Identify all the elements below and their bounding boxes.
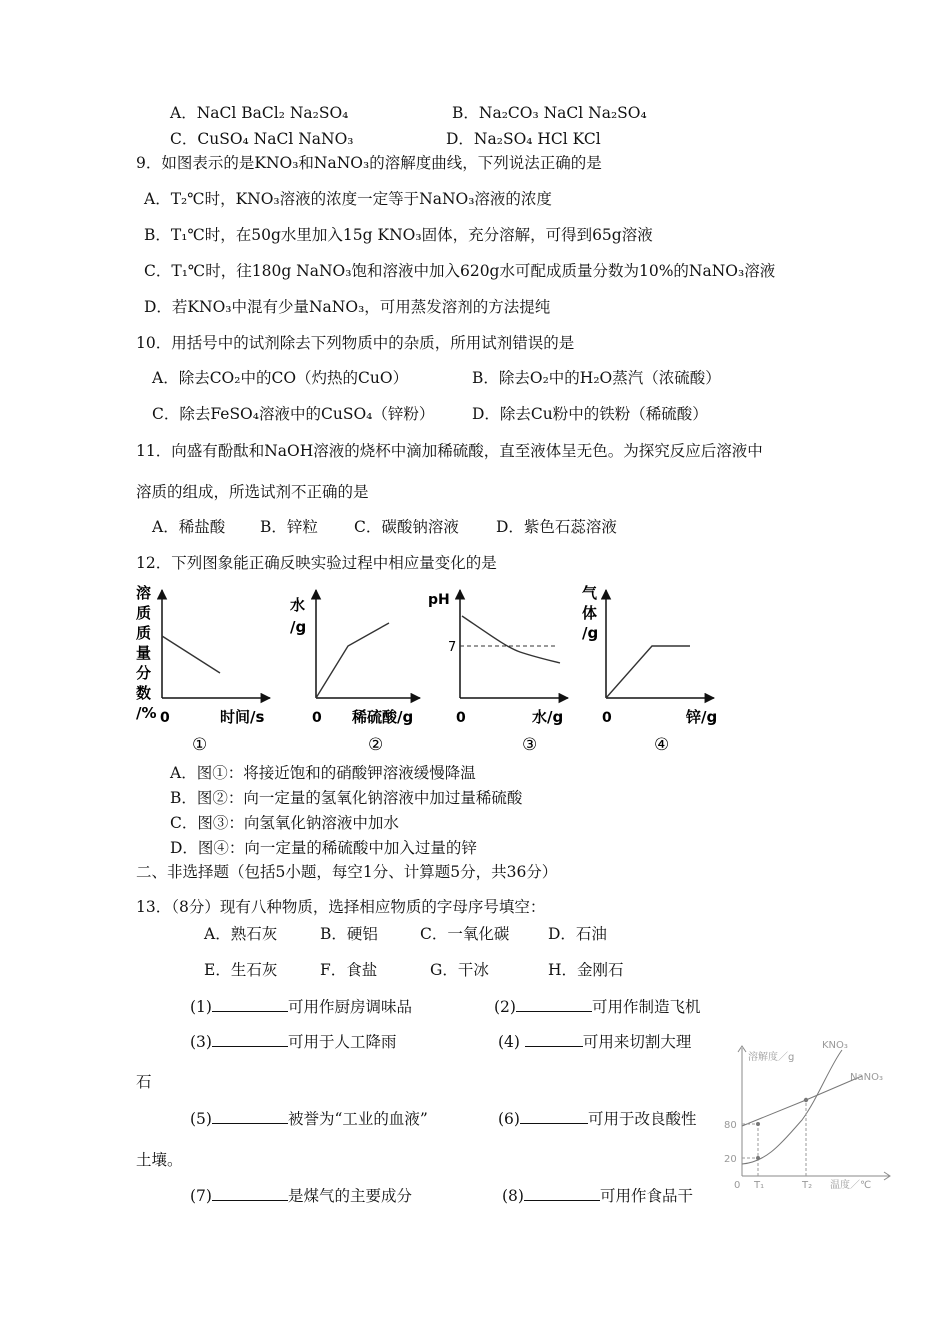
q13-blank-5-row (190, 1108, 428, 1129)
blank-6-text: 可用于改良酸性 (587, 1110, 697, 1128)
blank-6-input[interactable] (520, 1108, 588, 1124)
graph1-ylabel-char: 质 (136, 604, 152, 622)
graph4-ylabel-char: 体 (582, 604, 598, 622)
graph-2-line (316, 623, 389, 698)
q10-stem: 10．用括号中的试剂除去下列物质中的杂质，所用试剂错误的是 (136, 334, 575, 352)
blank-8-text: 可用作食品干 (599, 1187, 693, 1205)
graph-1-ylabel (136, 584, 157, 722)
q13-option-a: A．熟石灰 (204, 925, 278, 943)
q13-option-g: G．干冰 (430, 961, 489, 979)
blank-1-number: (1) (190, 998, 212, 1016)
graph-3-origin: 0 (456, 710, 466, 726)
blank-6-number: (6) (498, 1110, 520, 1128)
sol-kno3-label: KNO₃ (822, 1040, 848, 1051)
q13-blank-8-row (502, 1185, 693, 1206)
graph-1 (136, 584, 270, 755)
q11-option-c: C．碳酸钠溶液 (354, 518, 459, 536)
q11-stem-line1: 11．向盛有酚酞和NaOH溶液的烧杯中滴加稀硫酸，直至液体呈无色。为探究反应后溶液中 (136, 442, 763, 460)
q11-option-a: A．稀盐酸 (152, 518, 226, 536)
q10-option-a: A．除去CO₂中的CO（灼热的CuO） (152, 369, 409, 387)
graph-4-number: ④ (654, 735, 670, 755)
sol-y20-label: 20 (724, 1154, 737, 1165)
q13-blank-7-row (190, 1185, 412, 1206)
q13-option-c: C．一氧化碳 (420, 925, 510, 943)
sol-nano3-label: NaNO₃ (850, 1072, 883, 1083)
blank-4-number: (4) (498, 1033, 520, 1051)
q9-option-a: A．T₂℃时，KNO₃溶液的浓度一定等于NaNO₃溶液的浓度 (144, 190, 552, 208)
q11-option-b: B．锌粒 (260, 518, 318, 536)
q9-stem: 9．如图表示的是KNO₃和NaNO₃的溶解度曲线，下列说法正确的是 (136, 154, 602, 172)
graph1-ylabel-char: 分 (136, 664, 152, 682)
q13-blank-2-row (494, 996, 700, 1017)
blank-1-text: 可用作厨房调味品 (287, 998, 412, 1016)
q9-option-b: B．T₁℃时，在50g水里加入15g KNO₃固体，充分溶解，可得到65g溶液 (144, 226, 653, 244)
graph-1-number: ① (192, 735, 208, 755)
q12-option-d: D．图④：向一定量的稀硫酸中加入过量的锌 (170, 839, 477, 857)
blank-5-text: 被誉为“工业的血液” (287, 1110, 428, 1128)
graph-3-xlabel: 水/g (532, 708, 564, 726)
q13-blank-3-row (190, 1031, 396, 1052)
blank-7-number: (7) (190, 1187, 212, 1205)
q13-option-d: D．石油 (548, 925, 607, 943)
q11-stem-line2: 溶质的组成，所选试剂不正确的是 (136, 483, 369, 501)
sol-origin-label: 0 (734, 1180, 741, 1191)
graph2-ylabel-char: 水 (290, 596, 306, 614)
blank-4-continuation: 石 (136, 1073, 152, 1091)
q12-stem: 12．下列图象能正确反映实验过程中相应量变化的是 (136, 554, 497, 572)
graph-3 (428, 590, 568, 755)
blank-5-number: (5) (190, 1110, 212, 1128)
graph4-ylabel-char: 气 (582, 584, 598, 602)
q12-graphs (130, 580, 730, 760)
graph-3-ylabel: pH (428, 592, 450, 608)
solubility-curve-figure (718, 1036, 898, 1194)
q8-option-c: C．CuSO₄ NaCl NaNO₃ (170, 130, 354, 148)
q12-option-b: B．图②：向一定量的氢氧化钠溶液中加过量稀硫酸 (170, 789, 523, 807)
q13-blank-1-row (190, 996, 412, 1017)
graph-4 (582, 584, 717, 755)
blank-2-text: 可用作制造飞机 (591, 998, 701, 1016)
blank-7-input[interactable] (212, 1185, 288, 1201)
graph-2-xlabel: 稀硫酸/g (352, 708, 414, 726)
q13-blank-4-row (498, 1031, 691, 1052)
q13-stem: 13．（8分）现有八种物质，选择相应物质的字母序号填空： (136, 898, 546, 916)
q10-option-c: C．除去FeSO₄溶液中的CuSO₄（锌粉） (152, 405, 435, 423)
blank-5-input[interactable] (212, 1108, 288, 1124)
q13-option-b: B．硬铝 (320, 925, 378, 943)
blank-3-input[interactable] (212, 1031, 288, 1047)
blank-8-number: (8) (502, 1187, 524, 1205)
graph-1-xlabel: 时间/s (220, 708, 265, 726)
blank-4-text: 可用来切割大理 (582, 1033, 692, 1051)
q11-option-d: D．紫色石蕊溶液 (496, 518, 617, 536)
graph-2-origin: 0 (312, 710, 322, 726)
graph-4-line (606, 646, 690, 698)
q8-option-a: A．NaCl BaCl₂ Na₂SO₄ (170, 104, 349, 122)
blank-3-text: 可用于人工降雨 (287, 1033, 397, 1051)
q12-option-a: A．图①：将接近饱和的硝酸钾溶液缓慢降温 (170, 764, 476, 782)
graph-1-origin: 0 (160, 710, 170, 726)
q9-option-c: C．T₁℃时，往180g NaNO₃饱和溶液中加入620g水可配成质量分数为10%的NaNO₃溶液 (144, 262, 776, 280)
q13-blank-6-row (498, 1108, 696, 1129)
q8-option-b: B．Na₂CO₃ NaCl Na₂SO₄ (452, 104, 647, 122)
graph-3-number: ③ (522, 735, 538, 755)
sol-t2-label: T₂ (802, 1180, 813, 1191)
graph1-ylabel-char: 数 (136, 684, 152, 702)
q12-option-c: C．图③：向氢氧化钠溶液中加水 (170, 814, 399, 832)
blank-2-input[interactable] (516, 996, 592, 1012)
blank-2-number: (2) (494, 998, 516, 1016)
graph-2-number: ② (368, 735, 384, 755)
graph-3-ref-label: 7 (448, 640, 457, 655)
blank-4-input[interactable] (525, 1031, 583, 1047)
kno3-curve (742, 1050, 842, 1164)
blank-7-text: 是煤气的主要成分 (287, 1187, 412, 1205)
section-2-heading: 二、非选择题（包括5小题，每空1分、计算题5分，共36分） (136, 863, 558, 881)
blank-3-number: (3) (190, 1033, 212, 1051)
sol-xlabel: 温度／℃ (830, 1180, 872, 1191)
graph-4-ylabel (582, 584, 598, 642)
q13-option-e: E．生石灰 (204, 961, 278, 979)
graph1-ylabel-char: 溶 (136, 584, 152, 602)
sol-y80-label: 80 (724, 1120, 737, 1131)
blank-6-continuation: 土壤。 (136, 1151, 183, 1169)
graph-4-xlabel: 锌/g (686, 708, 718, 726)
graph4-ylabel-char: /g (582, 624, 599, 642)
nano3-curve (742, 1076, 862, 1126)
blank-1-input[interactable] (212, 996, 288, 1012)
graph-1-line (162, 636, 220, 673)
graph-3-line (462, 616, 560, 663)
q13-option-f: F．食盐 (320, 961, 378, 979)
sol-t1-label: T₁ (754, 1180, 765, 1191)
graph-2 (290, 590, 420, 755)
q13-option-h: H．金刚石 (548, 961, 624, 979)
graph-4-origin: 0 (602, 710, 612, 726)
graph1-ylabel-char: /% (136, 704, 157, 722)
graph1-ylabel-char: 量 (136, 644, 152, 662)
q10-option-d: D．除去Cu粉中的铁粉（稀硫酸） (472, 405, 708, 423)
sol-ylabel: 溶解度／g (748, 1052, 795, 1063)
blank-8-input[interactable] (524, 1185, 600, 1201)
q9-option-d: D．若KNO₃中混有少量NaNO₃，可用蒸发溶剂的方法提纯 (144, 298, 551, 316)
q8-option-d: D．Na₂SO₄ HCl KCl (446, 130, 601, 148)
graph-2-ylabel (290, 596, 306, 636)
graph2-ylabel-char: /g (290, 618, 307, 636)
graph1-ylabel-char: 质 (136, 624, 152, 642)
q10-option-b: B．除去O₂中的H₂O蒸汽（浓硫酸） (472, 369, 721, 387)
